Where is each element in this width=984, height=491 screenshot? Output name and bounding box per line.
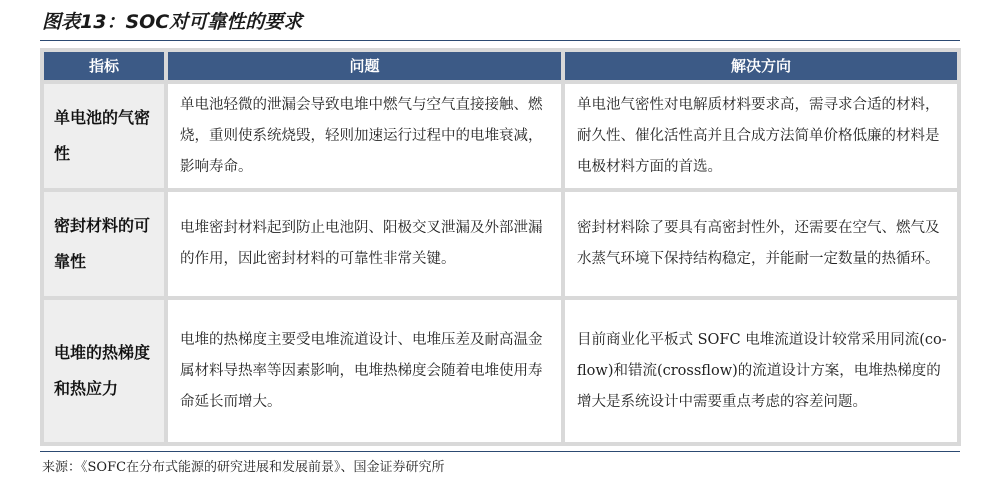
solution-text: 目前商业化平板式 SOFC 电堆流道设计较常采用同流(co-flow)和错流(crossflow)的流道设计方案，电堆热梯度的增大是系统设计中需要重点考虑的容差问题。 <box>577 331 947 410</box>
problem-text: 电堆的热梯度主要受电堆流道设计、电堆压差及耐高温金属材料导热率等因素影响，电堆热梯度会随着电堆使用寿命延长而增大。 <box>180 331 543 410</box>
problem-text: 单电池轻微的泄漏会导致电堆中燃气与空气直接接触、燃烧，重则使系统烧毁，轻则加速运行过程中的电堆衰减，影响寿命。 <box>180 96 543 175</box>
header-problem: 问题 <box>168 52 561 80</box>
solution-cell <box>565 300 957 442</box>
problem-cell <box>168 300 561 442</box>
row-label: 密封材料的可靠性 <box>54 216 151 271</box>
solution-text: 密封材料除了要具有高密封性外，还需要在空气、燃气及水蒸气环境下保持结构稳定，并能耐一定数量的热循环。 <box>577 220 940 267</box>
row-label-cell-thermal <box>44 300 164 442</box>
source-note: 来源：《SOFC在分布式能源的研究进展和发展前景》、国金证券研究所 <box>42 460 445 475</box>
figure-title: 图表13：SOC对可靠性的要求 <box>42 11 303 33</box>
problem-cell <box>168 192 561 296</box>
row-label: 单电池的气密性 <box>54 108 151 163</box>
solution-text: 单电池气密性对电解质材料要求高，需寻求合适的材料，耐久性、催化活性高并且合成方法简单价格低廉的材料是电极材料方面的首选。 <box>577 96 940 175</box>
header-indicator: 指标 <box>44 52 164 80</box>
requirements-table <box>40 48 961 446</box>
problem-cell <box>168 84 561 188</box>
header-solution: 解决方向 <box>565 52 957 80</box>
title-divider <box>40 40 960 41</box>
solution-cell <box>565 192 957 296</box>
solution-cell <box>565 84 957 188</box>
problem-text: 电堆密封材料起到防止电池阴、阳极交叉泄漏及外部泄漏的作用，因此密封材料的可靠性非常关键。 <box>180 220 543 267</box>
bottom-divider <box>40 451 960 452</box>
row-label-cell-sealing-material <box>44 192 164 296</box>
row-label: 电堆的热梯度和热应力 <box>54 343 151 398</box>
row-label-cell-seal <box>44 84 164 188</box>
